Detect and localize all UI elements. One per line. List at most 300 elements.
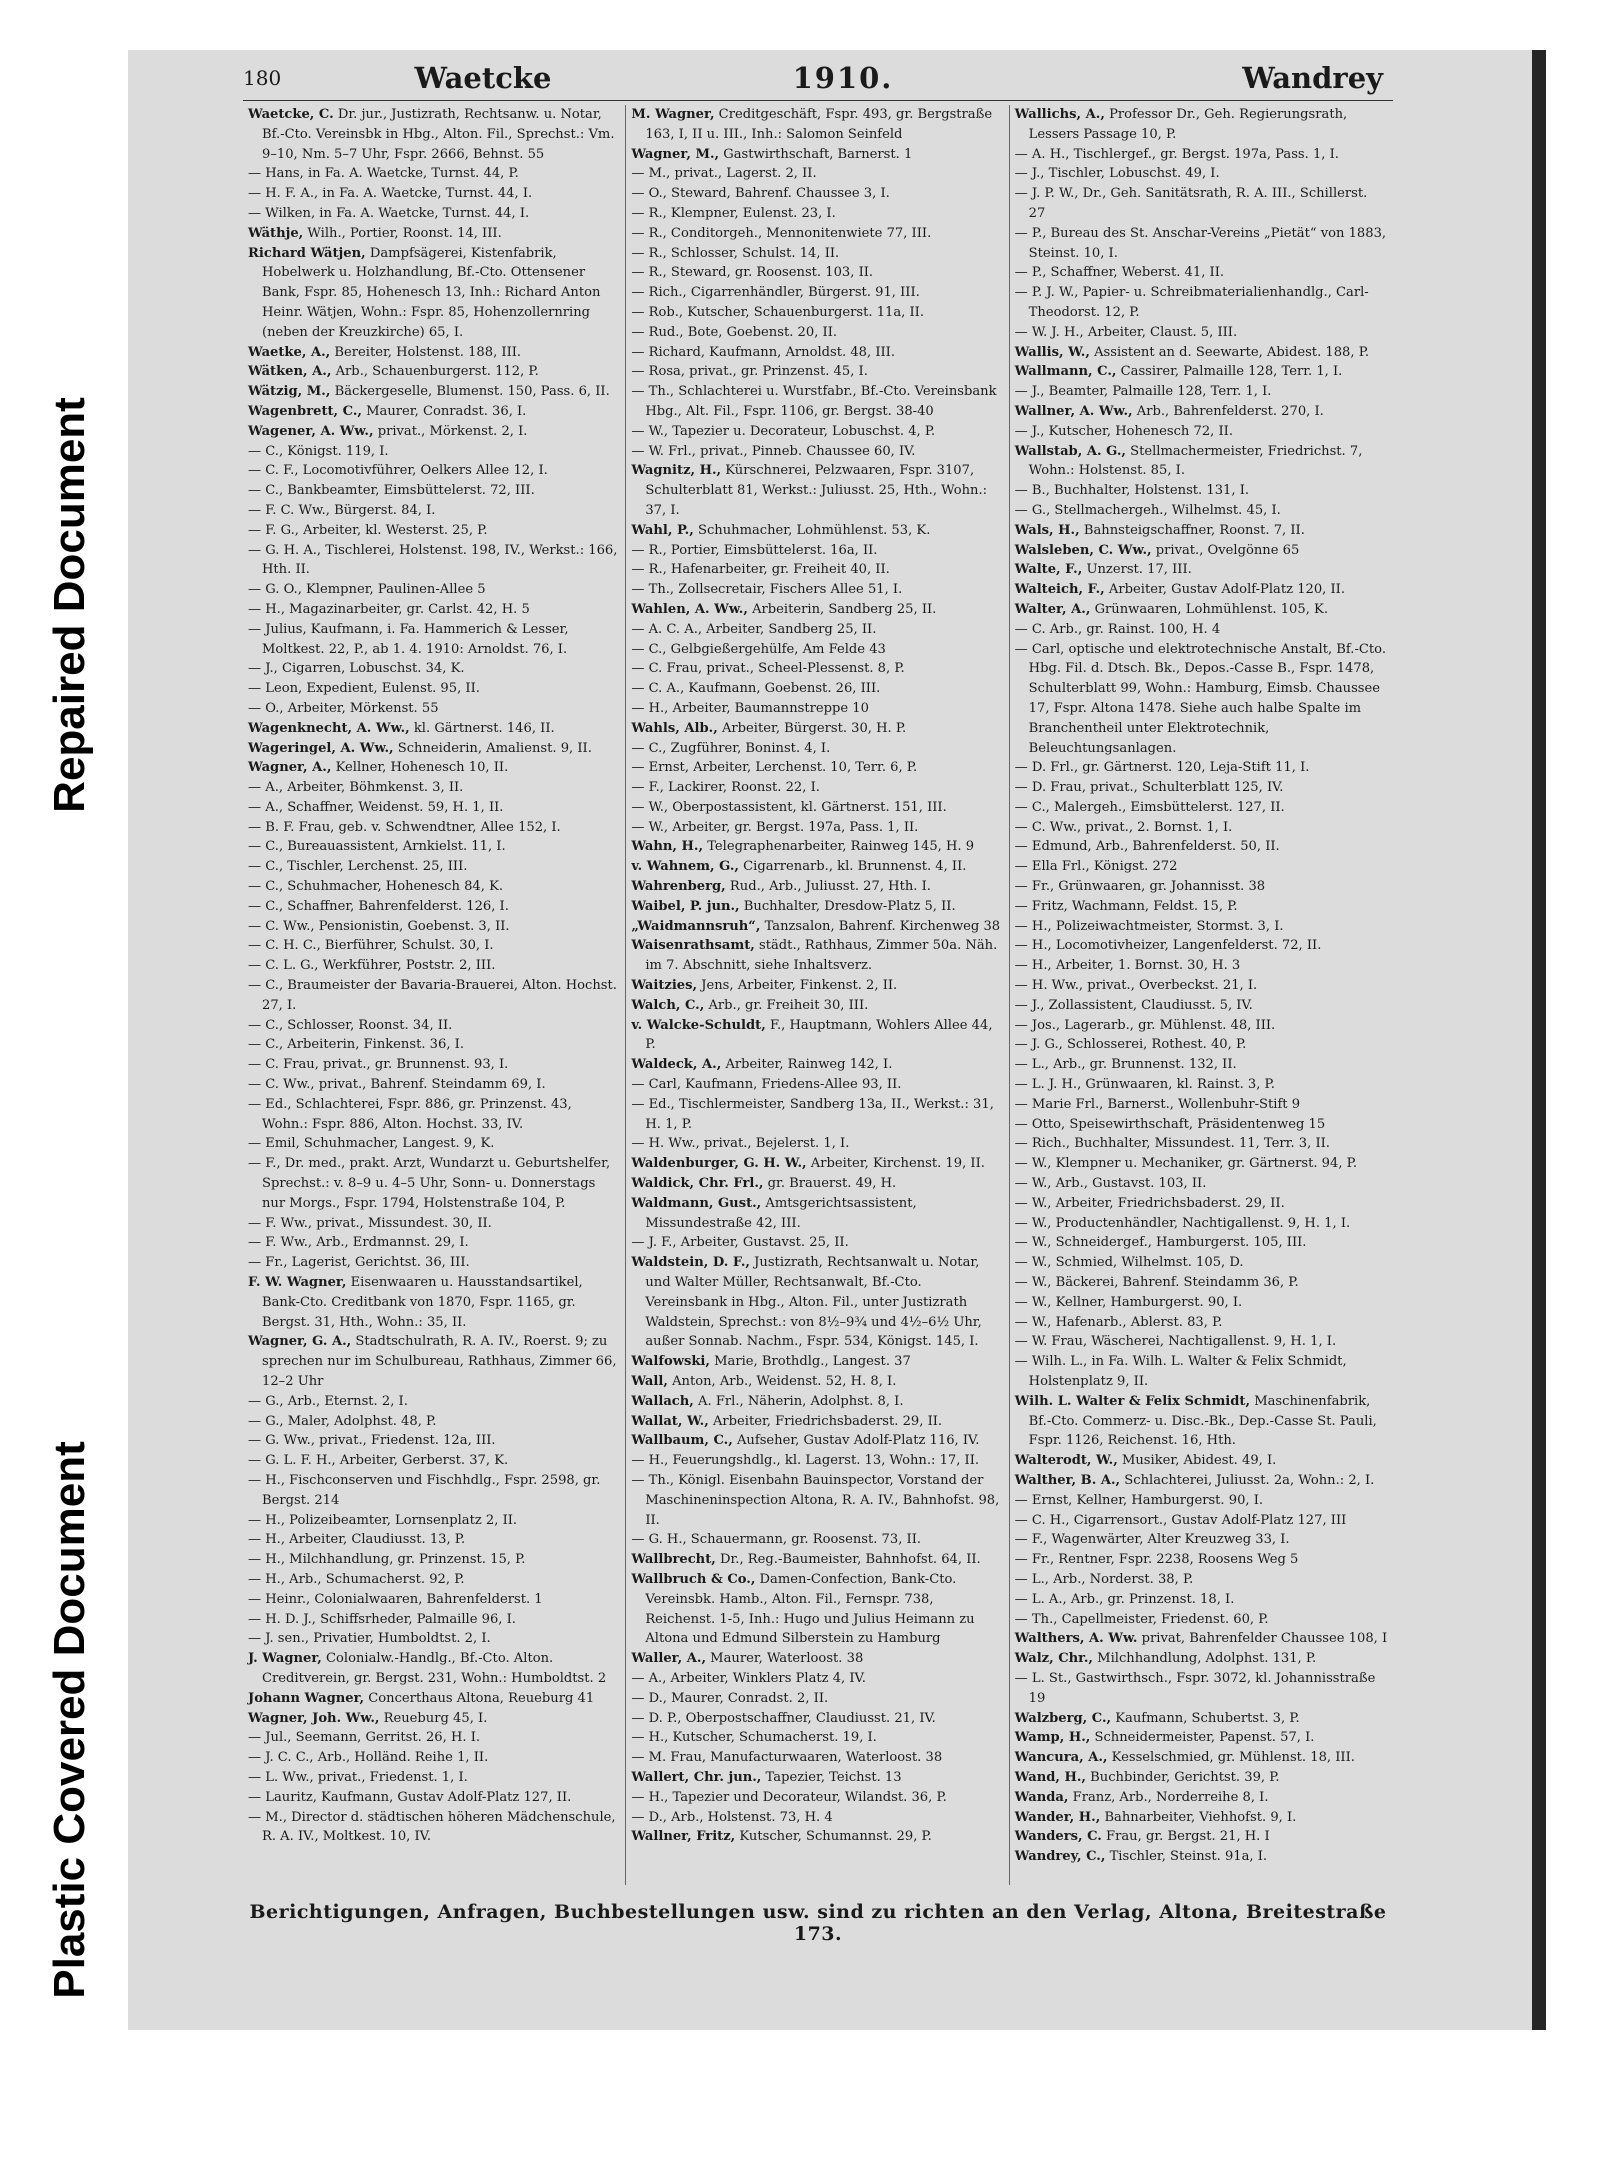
entry-details: — H. Ww., privat., Bejelerst. 1, I. bbox=[631, 1136, 850, 1152]
entry-name: Wallach, bbox=[631, 1393, 694, 1409]
directory-entry bbox=[248, 620, 620, 660]
entry-name: Wagenknecht, A. Ww., bbox=[248, 720, 410, 736]
directory-entry bbox=[1015, 936, 1388, 956]
directory-entry bbox=[248, 1035, 620, 1055]
entry-details: — J., Tischler, Lobuschst. 49, I. bbox=[1014, 166, 1220, 182]
entry-details: — A. H., Tischlergef., gr. Bergst. 197a, Pass. 1, I. bbox=[1014, 146, 1339, 162]
directory-entry bbox=[631, 620, 1003, 640]
entry-details: — G., Arb., Eternst. 2, I. bbox=[248, 1393, 408, 1409]
entry-details: — Ed., Schlachterei, Fspr. 886, gr. Prinzenst. 43, Wohn.: Fspr. 886, Alton. Hochst. 33, IV. bbox=[248, 1096, 572, 1132]
entry-name: Wahl, P., bbox=[631, 522, 694, 538]
entry-details: privat, Bahrenfelder Chaussee 108, I bbox=[1141, 1631, 1388, 1647]
entry-details: Schuhmacher, Lohmühlenst. 53, K. bbox=[697, 522, 931, 538]
entry-details: — H., Arbeiter, 1. Bornst. 30, H. 3 bbox=[1014, 958, 1241, 974]
directory-entry bbox=[1015, 837, 1388, 857]
entry-details: Arbeiter, Friedrichsbaderst. 29, II. bbox=[712, 1413, 943, 1429]
directory-entry bbox=[248, 1431, 620, 1451]
entry-details: Grünwaaren, Lohmühlenst. 105, K. bbox=[1094, 601, 1328, 617]
directory-entry bbox=[631, 560, 1003, 580]
entry-details: — G. Ww., privat., Friedenst. 12a, III. bbox=[248, 1433, 496, 1449]
entry-details: — H., Polizeibeamter, Lornsenplatz 2, II. bbox=[248, 1512, 518, 1528]
entry-details: — C., Tischler, Lerchenst. 25, III. bbox=[248, 859, 468, 875]
directory-entry bbox=[631, 1154, 1003, 1174]
directory-entry bbox=[1015, 1550, 1388, 1570]
entry-name: Wahrenberg, bbox=[631, 879, 726, 895]
entry-name: Wallichs, A., bbox=[1014, 107, 1105, 122]
entry-details: — R., Portier, Eimsbüttelerst. 16a, II. bbox=[631, 542, 878, 558]
directory-entry bbox=[248, 1332, 620, 1391]
entry-details: — C., Schlosser, Roonst. 34, II. bbox=[248, 1017, 453, 1033]
directory-entry bbox=[631, 1431, 1003, 1451]
entry-details: Schlachterei, Juliusst. 2a, Wohn.: 2, I. bbox=[1124, 1472, 1375, 1488]
directory-entry bbox=[631, 1471, 1003, 1530]
directory-entry bbox=[631, 1095, 1003, 1135]
entry-details: Gastwirthschaft, Barnerst. 1 bbox=[723, 146, 913, 162]
directory-entry bbox=[248, 1253, 620, 1273]
entry-details: — H., Fischconserven und Fischhdlg., Fspr. 2598, gr. Bergst. 214 bbox=[248, 1472, 601, 1508]
entry-details: — L., Arb., Norderst. 38, P. bbox=[1014, 1571, 1194, 1587]
entry-details: — C. Ww., privat., Bahrenf. Steindamm 69, I. bbox=[248, 1077, 546, 1093]
entry-details: Franz, Arb., Norderreihe 8, I. bbox=[1072, 1789, 1269, 1805]
directory-entry bbox=[1015, 164, 1388, 184]
entry-details: Maurer, Conradst. 36, I. bbox=[366, 403, 527, 419]
entry-details: — C., Braumeister der Bavaria-Brauerei, Alton. Hochst. 27, I. bbox=[248, 978, 617, 1013]
entry-details: Concerthaus Altona, Reueburg 41 bbox=[368, 1690, 595, 1706]
entry-details: — H., Feuerungshdlg., kl. Lagerst. 13, Wohn.: 17, II. bbox=[631, 1453, 980, 1469]
entry-details: — Th., Zollsecretair, Fischers Allee 51, I. bbox=[631, 582, 903, 598]
directory-entry bbox=[1015, 1610, 1388, 1630]
entry-name: Wagnitz, H., bbox=[631, 463, 722, 479]
directory-entry bbox=[248, 541, 620, 581]
entry-name: Walz, Chr., bbox=[1014, 1651, 1093, 1667]
entry-details: gr. Brauerst. 49, H. bbox=[767, 1176, 897, 1192]
entry-details: — Wilken, in Fa. A. Waetcke, Turnst. 44, I. bbox=[248, 205, 530, 221]
directory-entry bbox=[631, 679, 1003, 699]
entry-details: Arb., Bahrenfelderst. 270, I. bbox=[1136, 403, 1324, 419]
entry-details: — C. A., Kaufmann, Goebenst. 26, III. bbox=[631, 681, 881, 697]
directory-entry bbox=[248, 1451, 620, 1471]
entry-details: — J., Zollassistent, Claudiusst. 5, IV. bbox=[1014, 997, 1253, 1013]
entry-details: Stellmachermeister, Friedrichst. 7, Wohn.: Holstenst. 85, I. bbox=[1028, 443, 1363, 479]
entry-details: Arbeiterin, Sandberg 25, II. bbox=[752, 601, 937, 617]
entry-name: Wall, bbox=[631, 1374, 668, 1389]
entry-name: „Waidmannsruh“, bbox=[631, 918, 761, 934]
directory-entry bbox=[631, 897, 1003, 917]
entry-details: Eisenwaaren u. Hausstandsartikel, Bank-Cto. Creditbank von 1870, Fspr. 1165, gr. Bergst. 31, Hth., Wohn.: 35, II. bbox=[262, 1275, 583, 1330]
entry-details: Bereiter, Holstenst. 188, III. bbox=[334, 344, 522, 360]
directory-entry bbox=[631, 917, 1003, 937]
entry-details: — L. Ww., privat., Friedenst. 1, I. bbox=[248, 1769, 468, 1785]
entry-details: Tapezier, Teichst. 13 bbox=[765, 1769, 902, 1785]
directory-entry bbox=[248, 758, 620, 778]
directory-entry bbox=[248, 699, 620, 719]
entry-details: — D. Frl., gr. Gärtnerst. 120, Leja-Stift 11, I. bbox=[1014, 760, 1310, 776]
directory-entry bbox=[248, 382, 620, 402]
entry-details: — G., Maler, Adolphst. 48, P. bbox=[248, 1413, 437, 1429]
entry-name: Wamp, H., bbox=[1014, 1730, 1091, 1746]
entry-name: Wallert, Chr. jun., bbox=[631, 1769, 762, 1785]
entry-details: — Ernst, Kellner, Hamburgerst. 90, I. bbox=[1014, 1492, 1264, 1508]
directory-entry bbox=[248, 659, 620, 679]
entry-details: Tischler, Steinst. 91a, I. bbox=[1109, 1849, 1268, 1865]
entry-details: — W., Arbeiter, gr. Bergst. 197a, Pass. 1, II. bbox=[631, 819, 919, 835]
directory-entry bbox=[631, 263, 1003, 283]
directory-entry bbox=[631, 224, 1003, 244]
directory-entry bbox=[248, 1748, 620, 1768]
entry-details: — W. J. H., Arbeiter, Claust. 5, III. bbox=[1014, 324, 1238, 340]
entry-details: privat., Mörkenst. 2, I. bbox=[377, 423, 528, 439]
directory-entry bbox=[1015, 442, 1388, 482]
directory-entry bbox=[1015, 1352, 1388, 1392]
directory-entry bbox=[248, 956, 620, 976]
directory-entry bbox=[1015, 600, 1388, 620]
directory-entry bbox=[631, 283, 1003, 303]
entry-details: — W., Arbeiter, Friedrichsbaderst. 29, II. bbox=[1014, 1195, 1285, 1211]
entry-details: — M., privat., Lagerst. 2, II. bbox=[631, 166, 817, 182]
directory-entry bbox=[631, 1055, 1003, 1075]
directory-entry bbox=[248, 164, 620, 184]
directory-entry bbox=[248, 1233, 620, 1253]
entry-details: — J. P. W., Dr., Geh. Sanitätsrath, R. A. III., Schillerst. 27 bbox=[1014, 186, 1368, 221]
directory-entry bbox=[631, 541, 1003, 561]
entry-details: Kürschnerei, Pelzwaaren, Fspr. 3107, Schulterblatt 81, Werkst.: Juliusst. 25, Hth., Wohn.: 37, I. bbox=[645, 463, 988, 518]
directory-entry bbox=[1015, 1392, 1388, 1451]
entry-details: — Heinr., Colonialwaaren, Bahrenfelderst. 1 bbox=[248, 1591, 543, 1607]
directory-entry bbox=[1015, 1649, 1388, 1669]
directory-entry bbox=[631, 461, 1003, 520]
entry-details: — D., Maurer, Conradst. 2, II. bbox=[631, 1690, 829, 1706]
directory-entry bbox=[631, 758, 1003, 778]
entry-details: — C., Malergeh., Eimsbüttelerst. 127, II. bbox=[1014, 799, 1285, 815]
directory-entry bbox=[631, 1451, 1003, 1471]
entry-name: Waetcke, C. bbox=[248, 107, 334, 122]
entry-details: — Jul., Seemann, Gerritst. 26, H. I. bbox=[248, 1730, 481, 1746]
directory-entry bbox=[248, 1649, 620, 1689]
entry-name: Walterodt, W., bbox=[1014, 1453, 1118, 1469]
entry-details: — H. Ww., privat., Overbeckst. 21, I. bbox=[1014, 978, 1258, 994]
directory-entry bbox=[1015, 1827, 1388, 1847]
plastic-covered-document-label bbox=[20, 1300, 120, 2140]
entry-name: Walter, A., bbox=[1014, 601, 1091, 617]
entry-details: — C. Arb., gr. Rainst. 100, H. 4 bbox=[1014, 621, 1221, 637]
entry-name: Wagener, A. Ww., bbox=[248, 423, 374, 439]
directory-entry bbox=[631, 936, 1003, 976]
entry-details: — Wilh. L., in Fa. Wilh. L. Walter & Felix Schmidt, Holstenplatz 9, II. bbox=[1014, 1354, 1347, 1389]
directory-entry bbox=[1015, 1253, 1388, 1273]
directory-entry bbox=[248, 857, 620, 877]
directory-entry bbox=[248, 1154, 620, 1213]
entry-details: — Carl, Kaufmann, Friedens-Allee 93, II. bbox=[631, 1077, 902, 1093]
entry-details: Telegraphenarbeiter, Rainweg 145, H. 9 bbox=[707, 839, 975, 855]
directory-entry bbox=[248, 1471, 620, 1511]
directory-entry bbox=[1015, 1055, 1388, 1075]
entry-details: — L., Arb., gr. Brunnenst. 132, II. bbox=[1014, 1057, 1237, 1073]
directory-entry bbox=[631, 857, 1003, 877]
entry-details: — Rich., Buchhalter, Missundest. 11, Terr. 3, II. bbox=[1014, 1136, 1330, 1152]
entry-details: — Rob., Kutscher, Schauenburgerst. 11a, II. bbox=[631, 304, 924, 320]
directory-entry bbox=[631, 1174, 1003, 1194]
entry-details: — B., Buchhalter, Holstenst. 131, I. bbox=[1014, 483, 1250, 499]
directory-entry bbox=[631, 244, 1003, 264]
directory-entry bbox=[1015, 402, 1388, 422]
entry-details: — Th., Schlachterei u. Wurstfabr., Bf.-Cto. Vereinsbank Hbg., Alt. Fil., Fspr. 1106, gr. Bergst. 38-40 bbox=[631, 384, 997, 419]
directory-entry bbox=[1015, 1194, 1388, 1214]
directory-entry bbox=[631, 1550, 1003, 1570]
directory-entry bbox=[248, 461, 620, 481]
entry-details: — Ella Frl., Königst. 272 bbox=[1014, 859, 1178, 875]
entry-name: v. Walcke-Schuldt, bbox=[631, 1017, 766, 1033]
entry-details: — W. Frau, Wäscherei, Nachtigallenst. 9, H. 1, I. bbox=[1014, 1334, 1337, 1350]
entry-details: — J., Cigarren, Lobuschst. 34, K. bbox=[248, 661, 465, 677]
directory-entry bbox=[248, 1550, 620, 1570]
entry-details: Anton, Arb., Weidenst. 52, H. 8, I. bbox=[672, 1374, 897, 1389]
entry-details: Cigarrenarb., kl. Brunnenst. 4, II. bbox=[743, 859, 967, 875]
directory-entry bbox=[1015, 1748, 1388, 1768]
entry-details: — F. Ww., Arb., Erdmannst. 29, I. bbox=[248, 1235, 469, 1251]
entry-details: Bahnarbeiter, Viehhofst. 9, I. bbox=[1104, 1809, 1297, 1825]
entry-name: Wander, H., bbox=[1014, 1809, 1101, 1825]
entry-details: — H., Arbeiter, Claudiusst. 13, P. bbox=[248, 1532, 466, 1548]
directory-entry bbox=[1015, 778, 1388, 798]
entry-details: — R., Conditorgeh., Mennonitenwiete 77, III. bbox=[631, 225, 932, 241]
entry-details: Amtsgerichtsassistent, Missundestraße 42, III. bbox=[645, 1195, 917, 1231]
directory-entry bbox=[248, 1273, 620, 1332]
header-left-keyword: Waetcke bbox=[414, 61, 552, 95]
directory-entry bbox=[248, 917, 620, 937]
entry-details: Aufseher, Gustav Adolf-Platz 116, IV. bbox=[736, 1433, 980, 1449]
entry-details: — D. Frau, privat., Schulterblatt 125, IV. bbox=[1014, 780, 1284, 796]
directory-entry bbox=[1015, 1233, 1388, 1253]
directory-entry bbox=[1015, 1491, 1388, 1511]
entry-details: — Richard, Kaufmann, Arnoldst. 48, III. bbox=[631, 344, 896, 360]
entry-details: — Rud., Bote, Goebenst. 20, II. bbox=[631, 324, 838, 340]
directory-entry bbox=[248, 521, 620, 541]
directory-entry bbox=[1015, 877, 1388, 897]
directory-entry bbox=[248, 1768, 620, 1788]
entry-name: Wahn, H., bbox=[631, 839, 704, 855]
entry-name: Walzberg, C., bbox=[1014, 1710, 1112, 1726]
directory-entry bbox=[631, 1709, 1003, 1729]
directory-column-3 bbox=[1010, 105, 1393, 1885]
directory-entry bbox=[631, 442, 1003, 462]
entry-details: — Leon, Expedient, Eulenst. 95, II. bbox=[248, 681, 480, 697]
directory-entry bbox=[1015, 1808, 1388, 1828]
entry-name: Waisenrathsamt, bbox=[631, 938, 755, 954]
entry-details: — H., Arb., Schumacherst. 92, P. bbox=[248, 1571, 465, 1587]
directory-entry bbox=[631, 1728, 1003, 1748]
entry-details: — A., Arbeiter, Winklers Platz 4, IV. bbox=[631, 1670, 866, 1686]
entry-details: — Fr., Grünwaaren, gr. Johannisst. 38 bbox=[1014, 879, 1266, 895]
directory-entry bbox=[1015, 1728, 1388, 1748]
directory-entry bbox=[631, 184, 1003, 204]
directory-entry bbox=[631, 1372, 1003, 1392]
repaired-document-label-text: Repaired Document bbox=[45, 397, 95, 813]
directory-entry bbox=[631, 362, 1003, 382]
directory-entry bbox=[248, 1689, 620, 1709]
entry-details: — J. C. C., Arb., Holländ. Reihe 1, II. bbox=[248, 1750, 489, 1766]
entry-name: Wallner, A. Ww., bbox=[1014, 403, 1133, 419]
entry-name: v. Wahnem, G., bbox=[631, 859, 739, 875]
directory-entry bbox=[248, 362, 620, 382]
directory-entry bbox=[631, 323, 1003, 343]
directory-column-2 bbox=[626, 105, 1009, 1885]
directory-entry bbox=[631, 1352, 1003, 1372]
directory-entry bbox=[1015, 263, 1388, 283]
directory-page bbox=[128, 50, 1546, 2030]
entry-details: — W., Schneidergef., Hamburgerst. 105, III. bbox=[1014, 1235, 1307, 1251]
directory-entry bbox=[1015, 620, 1388, 640]
directory-entry bbox=[631, 105, 1003, 145]
directory-entry bbox=[631, 699, 1003, 719]
directory-entry bbox=[248, 1095, 620, 1135]
entry-details: Assistent an d. Seewarte, Abidest. 188, P. bbox=[1094, 344, 1370, 360]
entry-name: Wagner, G. A., bbox=[248, 1334, 352, 1350]
entry-details: — Fr., Rentner, Fspr. 2238, Roosens Weg 5 bbox=[1014, 1552, 1299, 1568]
directory-entry bbox=[1015, 917, 1388, 937]
entry-details: Reueburg 45, I. bbox=[383, 1710, 488, 1726]
entry-details: Maurer, Waterloost. 38 bbox=[710, 1651, 864, 1667]
entry-name: Wäthje, bbox=[248, 225, 304, 241]
entry-details: privat., Ovelgönne 65 bbox=[1155, 542, 1300, 558]
directory-entry bbox=[248, 501, 620, 521]
directory-entry bbox=[248, 1214, 620, 1234]
directory-entry bbox=[631, 580, 1003, 600]
directory-entry bbox=[631, 1194, 1003, 1234]
directory-entry bbox=[1015, 560, 1388, 580]
entry-details: — H., Locomotivheizer, Langenfelderst. 72, II. bbox=[1014, 938, 1322, 954]
entry-details: — W., Kellner, Hamburgerst. 90, I. bbox=[1014, 1294, 1243, 1310]
directory-entry bbox=[1015, 1174, 1388, 1194]
entry-name: Wahls, Alb., bbox=[631, 720, 718, 736]
directory-entry bbox=[631, 837, 1003, 857]
directory-entry bbox=[248, 679, 620, 699]
entry-name: Walfowski, bbox=[631, 1354, 710, 1370]
directory-entry bbox=[631, 600, 1003, 620]
directory-column-1 bbox=[243, 105, 626, 1885]
directory-entry bbox=[248, 1709, 620, 1729]
directory-entry bbox=[1015, 1035, 1388, 1055]
directory-entry bbox=[1015, 1768, 1388, 1788]
directory-entry bbox=[631, 739, 1003, 759]
entry-details: — C., Arbeiterin, Finkenst. 36, I. bbox=[248, 1037, 464, 1053]
plastic-covered-document-label-text: Plastic Covered Document bbox=[45, 1441, 94, 1999]
directory-entry bbox=[1015, 956, 1388, 976]
entry-name: Walteich, F., bbox=[1014, 582, 1105, 598]
page-content bbox=[243, 56, 1393, 2016]
directory-entry bbox=[631, 1016, 1003, 1056]
entry-details: — R., Hafenarbeiter, gr. Freiheit 40, II. bbox=[631, 562, 890, 578]
directory-entry bbox=[631, 422, 1003, 442]
directory-entry bbox=[631, 1134, 1003, 1154]
entry-details: Unzerst. 17, III. bbox=[1086, 562, 1192, 578]
entry-details: Schneiderin, Amalienst. 9, II. bbox=[397, 740, 592, 756]
directory-entry bbox=[248, 719, 620, 739]
entry-details: Frau, gr. Bergst. 21, H. I bbox=[1106, 1829, 1270, 1845]
entry-name: Wallmann, C., bbox=[1014, 364, 1117, 380]
entry-name: Walthers, A. Ww. bbox=[1014, 1631, 1138, 1647]
directory-entry bbox=[1015, 857, 1388, 877]
entry-name: Wallstab, A. G., bbox=[1014, 443, 1126, 459]
directory-entry bbox=[1015, 1332, 1388, 1352]
entry-name: Waldstein, D. F., bbox=[631, 1255, 750, 1271]
directory-entry bbox=[1015, 640, 1388, 759]
entry-details: — W., Productenhändler, Nachtigallenst. 9, H. 1, I. bbox=[1014, 1215, 1351, 1231]
entry-details: — Ed., Tischlermeister, Sandberg 13a, II., Werkst.: 31, H. 1, P. bbox=[631, 1096, 994, 1132]
entry-details: — W., Hafenarb., Ablerst. 83, P. bbox=[1014, 1314, 1223, 1330]
directory-entry bbox=[1015, 798, 1388, 818]
directory-entry bbox=[248, 1055, 620, 1075]
directory-entry bbox=[631, 798, 1003, 818]
directory-entry bbox=[631, 521, 1003, 541]
entry-name: Wandrey, C., bbox=[1014, 1849, 1106, 1865]
entry-name: Wallbrecht, bbox=[631, 1552, 716, 1568]
entry-details: — F. C. Ww., Bürgerst. 84, I. bbox=[248, 502, 436, 518]
entry-name: Wallbaum, C., bbox=[631, 1433, 733, 1449]
directory-entry bbox=[248, 837, 620, 857]
entry-details: — J., Kutscher, Hohenesch 72, II. bbox=[1014, 423, 1234, 439]
entry-details: — C., Bankbeamter, Eimsbüttelerst. 72, III. bbox=[248, 483, 535, 499]
entry-details: — H., Magazinarbeiter, gr. Carlst. 42, H. 5 bbox=[248, 601, 530, 617]
entry-details: A. Frl., Näherin, Adolphst. 8, I. bbox=[698, 1393, 904, 1409]
directory-entry bbox=[248, 204, 620, 224]
entry-name: Wallis, W., bbox=[1014, 344, 1090, 360]
entry-name: Waldick, Chr. Frl., bbox=[631, 1176, 764, 1192]
directory-entry bbox=[1015, 1134, 1388, 1154]
entry-details: — G. H., Schauermann, gr. Roosenst. 73, II. bbox=[631, 1532, 922, 1548]
directory-entry bbox=[248, 343, 620, 363]
entry-details: — M., Director d. städtischen höheren Mädchenschule, R. A. IV., Moltkest. 10, IV. bbox=[248, 1809, 616, 1845]
directory-entry bbox=[248, 481, 620, 501]
entry-name: Wand, H., bbox=[1014, 1769, 1086, 1785]
entry-details: Cassirer, Palmaille 128, Terr. 1, I. bbox=[1120, 364, 1343, 380]
entry-name: F. W. Wagner, bbox=[248, 1275, 347, 1291]
entry-details: — C., Gelbgießergehülfe, Am Felde 43 bbox=[631, 641, 886, 657]
entry-details: — R., Schlosser, Schulst. 14, II. bbox=[631, 245, 840, 261]
entry-details: — C. H. C., Bierführer, Schulst. 30, I. bbox=[248, 938, 494, 954]
directory-entry bbox=[248, 402, 620, 422]
entry-details: Arb., gr. Freiheit 30, III. bbox=[708, 997, 869, 1013]
directory-entry bbox=[1015, 1629, 1388, 1649]
entry-details: Damen-Confection, Bank-Cto. Vereinsbk. Hamb., Alton. Fil., Fernspr. 738, Reichenst. 1-5, Inh.: Hugo und Julius Heimann zu Altona und Edmund Silberstein zu Hamburg bbox=[645, 1571, 975, 1647]
entry-name: Waller, A., bbox=[631, 1651, 706, 1667]
directory-entry bbox=[631, 659, 1003, 679]
entry-details: Kutscher, Schumannst. 29, P. bbox=[739, 1829, 932, 1845]
directory-entry bbox=[248, 1629, 620, 1649]
entry-details: — C. F., Locomotivführer, Oelkers Allee 12, I. bbox=[248, 463, 548, 479]
directory-entry bbox=[631, 818, 1003, 838]
entry-details: — M. Frau, Manufacturwaaren, Waterloost. 38 bbox=[631, 1750, 943, 1766]
directory-entry bbox=[1015, 521, 1388, 541]
directory-entry bbox=[631, 877, 1003, 897]
directory-entry bbox=[1015, 976, 1388, 996]
entry-details: — W., Schmied, Wilhelmst. 105, D. bbox=[1014, 1255, 1244, 1271]
directory-entry bbox=[1015, 1669, 1388, 1709]
entry-details: — F., Dr. med., prakt. Arzt, Wundarzt u. Geburtshelfer, Sprechst.: v. 8–9 u. 4–5 Uhr, Sonn- u. Donnerstags nur Morgs., Fspr. 1794, Holstenstraße 104, P. bbox=[248, 1156, 611, 1211]
directory-entry bbox=[1015, 1511, 1388, 1531]
directory-entry bbox=[631, 204, 1003, 224]
directory-entry bbox=[1015, 1788, 1388, 1808]
entry-details: — J. G., Schlosserei, Rothest. 40, P. bbox=[1014, 1037, 1247, 1053]
entry-details: — O., Arbeiter, Mörkenst. 55 bbox=[248, 700, 439, 716]
entry-details: — Edmund, Arb., Bahrenfelderst. 50, II. bbox=[1014, 839, 1280, 855]
entry-name: Waldeck, A., bbox=[631, 1057, 722, 1073]
directory-entry bbox=[248, 1511, 620, 1531]
directory-entry bbox=[248, 897, 620, 917]
entry-name: Walther, B. A., bbox=[1014, 1472, 1121, 1488]
directory-entry bbox=[631, 1748, 1003, 1768]
entry-name: Walch, C., bbox=[631, 997, 705, 1013]
entry-name: Richard Wätjen, bbox=[248, 245, 366, 261]
